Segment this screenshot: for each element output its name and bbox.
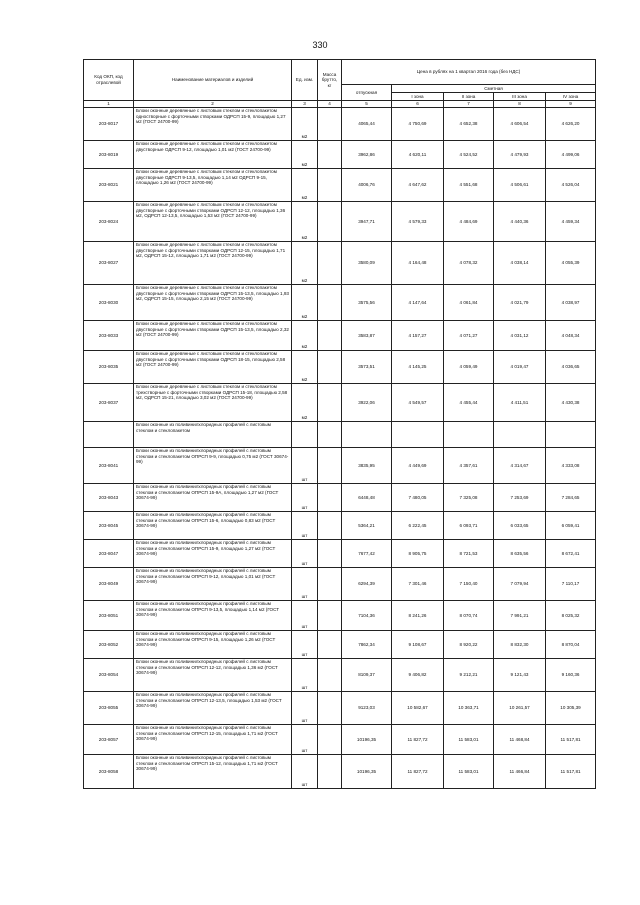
- zone-1-price: 4 549,57: [392, 384, 444, 422]
- wholesale-price: 7677,42: [342, 540, 392, 568]
- table-row: [84, 141, 596, 169]
- zone-1-price: 4 164,48: [392, 242, 444, 285]
- unit-cell: шт: [292, 601, 318, 631]
- unit-cell: [292, 422, 318, 448]
- table-row: [84, 351, 596, 384]
- table-row: [84, 540, 596, 568]
- mass-cell: [318, 568, 342, 601]
- product-code: 203-8054: [84, 659, 134, 692]
- zone-2-price: 11 583,01: [444, 725, 494, 755]
- zone-1-price: 4 145,25: [392, 351, 444, 384]
- zone-2-price: 8 721,53: [444, 540, 494, 568]
- column-number: 4: [318, 101, 342, 108]
- product-name: Блоки оконные деревянные с листовым стеклом и стеклопакетом двустворные ОДРСП 9-13,5, площадью 1,14 м2 ОДРСП 9-15, площадью 1,26 м2 (ГОСТ 24700-99): [134, 169, 292, 202]
- wholesale-price: 3922,06: [342, 384, 392, 422]
- table-row: [84, 422, 596, 448]
- zone-4-price: 4 499,06: [546, 141, 596, 169]
- wholesale-price: 7862,34: [342, 631, 392, 659]
- product-name: Блоки оконные из поливинилхлоридных профилей с листовым стеклом и стеклопакетом ОПРСП 12-12, площадью 1,36 м2 (ГОСТ 30674-99): [134, 659, 292, 692]
- product-code: 203-8024: [84, 202, 134, 242]
- wholesale-price: 9123,03: [342, 692, 392, 725]
- zone-2-price: 7 325,08: [444, 484, 494, 512]
- zone-1-price: 9 406,82: [392, 659, 444, 692]
- unit-cell: м2: [292, 169, 318, 202]
- zone-3-price: 8 832,30: [494, 631, 546, 659]
- unit-cell: шт: [292, 512, 318, 540]
- mass-cell: [318, 512, 342, 540]
- header-wholesale: отпускная: [342, 85, 392, 101]
- wholesale-price: 6294,39: [342, 568, 392, 601]
- wholesale-price: 6448,48: [342, 484, 392, 512]
- zone-1-price: 4 620,11: [392, 141, 444, 169]
- zone-4-price: 9 160,36: [546, 659, 596, 692]
- wholesale-price: 4006,76: [342, 169, 392, 202]
- column-number-row: [84, 101, 596, 108]
- unit-cell: м2: [292, 384, 318, 422]
- zone-4-price: [546, 422, 596, 448]
- zone-4-price: 11 517,81: [546, 725, 596, 755]
- mass-cell: [318, 202, 342, 242]
- header-estimated: Сметная: [392, 85, 596, 93]
- mass-cell: [318, 108, 342, 141]
- unit-cell: м2: [292, 285, 318, 321]
- column-number: 6: [392, 101, 444, 108]
- mass-cell: [318, 141, 342, 169]
- column-number: 3: [292, 101, 318, 108]
- zone-1-price: 4 449,69: [392, 448, 444, 484]
- zone-4-price: 4 038,97: [546, 285, 596, 321]
- product-name: Блоки оконные из поливинилхлоридных профилей с листовым стеклом и стеклопакетом ОПРСП 9-13,5, площадью 1,14 м2 (ГОСТ 30674-99): [134, 601, 292, 631]
- product-code: 203-8041: [84, 448, 134, 484]
- price-table: [83, 59, 596, 789]
- header-code: Код ОКП, код отраслевой: [84, 60, 134, 101]
- zone-2-price: 8 920,22: [444, 631, 494, 659]
- zone-2-price: 4 455,44: [444, 384, 494, 422]
- zone-4-price: 6 059,41: [546, 512, 596, 540]
- zone-2-price: 4 551,68: [444, 169, 494, 202]
- product-name: Блоки оконные из поливинилхлоридных профилей с листовым стеклом и стеклопакетом ОПРСП 12-13,5, площадью 1,53 м2 (ГОСТ 30674-99): [134, 692, 292, 725]
- product-name: Блоки оконные из поливинилхлоридных профилей с листовым стеклом и стеклопакетом ОПРСП 12-15, площадью 1,71 м2 (ГОСТ 30674-99): [134, 725, 292, 755]
- table-row: [84, 725, 596, 755]
- zone-2-price: 10 363,71: [444, 692, 494, 725]
- product-code: 203-8045: [84, 512, 134, 540]
- table-row: [84, 692, 596, 725]
- table-row: [84, 659, 596, 692]
- mass-cell: [318, 321, 342, 351]
- zone-4-price: 4 036,65: [546, 351, 596, 384]
- unit-cell: шт: [292, 692, 318, 725]
- zone-3-price: 4 479,93: [494, 141, 546, 169]
- mass-cell: [318, 725, 342, 755]
- zone-3-price: 4 440,36: [494, 202, 546, 242]
- zone-3-price: 10 261,57: [494, 692, 546, 725]
- zone-1-price: 4 647,62: [392, 169, 444, 202]
- unit-cell: шт: [292, 448, 318, 484]
- wholesale-price: 3835,95: [342, 448, 392, 484]
- zone-1-price: [392, 422, 444, 448]
- product-name: Блоки оконные деревянные с листовым стеклом и стеклопакетом трехстворные с форточными створками ОДРСП 15-18, площадью 2,58 м2, ОДРСП 15-21, площадью 3,02 м2 (ГОСТ 24700-99): [134, 384, 292, 422]
- product-code: 203-8051: [84, 601, 134, 631]
- zone-4-price: 8 025,32: [546, 601, 596, 631]
- zone-3-price: 4 411,51: [494, 384, 546, 422]
- unit-cell: м2: [292, 141, 318, 169]
- table-row: [84, 108, 596, 141]
- product-code: 203-8052: [84, 631, 134, 659]
- mass-cell: [318, 285, 342, 321]
- unit-cell: м2: [292, 108, 318, 141]
- product-name: Блоки оконные деревянные с листовым стеклом и стеклопакетом двустворные ОДРСП 9-12, площадью 1,01 м2 (ГОСТ 24700-99): [134, 141, 292, 169]
- zone-1-price: 4 579,33: [392, 202, 444, 242]
- mass-cell: [318, 351, 342, 384]
- zone-4-price: 8 672,41: [546, 540, 596, 568]
- zone-1-price: 7 480,05: [392, 484, 444, 512]
- zone-4-price: 4 526,04: [546, 169, 596, 202]
- zone-4-price: 4 055,39: [546, 242, 596, 285]
- zone-1-price: 11 827,72: [392, 755, 444, 789]
- product-code: [84, 422, 134, 448]
- wholesale-price: 4065,44: [342, 108, 392, 141]
- table-row: [84, 285, 596, 321]
- wholesale-price: 3583,87: [342, 321, 392, 351]
- zone-1-price: 11 827,72: [392, 725, 444, 755]
- zone-1-price: 8 241,26: [392, 601, 444, 631]
- mass-cell: [318, 631, 342, 659]
- zone-4-price: 4 333,08: [546, 448, 596, 484]
- product-code: 203-8033: [84, 321, 134, 351]
- product-name: Блоки оконные деревянные с листовым стеклом и стеклопакетом двустворные с форточными створками ОДРСП 12-12, площадью 1,36 м2, ОДРСП 12-13,5, площадью 1,53 м2 (ГОСТ 24700-99): [134, 202, 292, 242]
- zone-1-price: 4 147,64: [392, 285, 444, 321]
- column-number: 8: [494, 101, 546, 108]
- zone-4-price: 4 430,38: [546, 384, 596, 422]
- table-row: [84, 631, 596, 659]
- product-code: 203-8017: [84, 108, 134, 141]
- unit-cell: м2: [292, 242, 318, 285]
- product-name: Блоки оконные из поливинилхлоридных профилей с листовым стеклом и стеклопакетом: [134, 422, 292, 448]
- product-code: 203-8021: [84, 169, 134, 202]
- zone-3-price: 4 021,79: [494, 285, 546, 321]
- zone-3-price: 4 506,61: [494, 169, 546, 202]
- table-row: [84, 242, 596, 285]
- zone-2-price: [444, 422, 494, 448]
- product-code: 203-8037: [84, 384, 134, 422]
- zone-2-price: 4 484,69: [444, 202, 494, 242]
- zone-3-price: 7 079,94: [494, 568, 546, 601]
- wholesale-price: 3575,56: [342, 285, 392, 321]
- zone-2-price: 9 212,21: [444, 659, 494, 692]
- wholesale-price: 3573,51: [342, 351, 392, 384]
- page-number: 330: [312, 40, 328, 50]
- product-name: Блоки оконные из поливинилхлоридных профилей с листовым стеклом и стеклопакетом ОПРСП 9-15, площадью 1,26 м2 (ГОСТ 30674-99): [134, 631, 292, 659]
- header-price-group: Цена в рублях на 1 квартал 2016 года (без НДС): [342, 60, 596, 85]
- unit-cell: м2: [292, 321, 318, 351]
- product-code: 203-8030: [84, 285, 134, 321]
- wholesale-price: 3962,86: [342, 141, 392, 169]
- header-zone-1: I зона: [392, 93, 444, 101]
- wholesale-price: 7104,36: [342, 601, 392, 631]
- zone-4-price: 10 305,39: [546, 692, 596, 725]
- product-code: 203-8027: [84, 242, 134, 285]
- wholesale-price: 3580,09: [342, 242, 392, 285]
- zone-2-price: 11 583,01: [444, 755, 494, 789]
- mass-cell: [318, 601, 342, 631]
- zone-3-price: 4 314,67: [494, 448, 546, 484]
- zone-3-price: 11 468,84: [494, 725, 546, 755]
- zone-4-price: 7 284,65: [546, 484, 596, 512]
- product-name: Блоки оконные из поливинилхлоридных профилей с листовым стеклом и стеклопакетом ОПРСП 15-9А, площадью 1,27 м2 (ГОСТ 30674-99): [134, 484, 292, 512]
- zone-2-price: 7 150,40: [444, 568, 494, 601]
- zone-3-price: 8 635,56: [494, 540, 546, 568]
- zone-4-price: 4 459,34: [546, 202, 596, 242]
- product-code: 203-8055: [84, 692, 134, 725]
- zone-2-price: 4 524,52: [444, 141, 494, 169]
- column-number: 1: [84, 101, 134, 108]
- product-name: Блоки оконные деревянные с листовым стеклом и стеклопакетом одностворные с форточными створками ОДРСП 15-9, площадью 1,27 м2 (ГОСТ 24700-99): [134, 108, 292, 141]
- wholesale-price: 10196,35: [342, 725, 392, 755]
- table-row: [84, 512, 596, 540]
- product-code: 203-8019: [84, 141, 134, 169]
- table-row: [84, 568, 596, 601]
- unit-cell: шт: [292, 568, 318, 601]
- zone-2-price: 4 061,84: [444, 285, 494, 321]
- header-zone-2: II зона: [444, 93, 494, 101]
- mass-cell: [318, 169, 342, 202]
- zone-3-price: 7 253,69: [494, 484, 546, 512]
- zone-2-price: 6 093,71: [444, 512, 494, 540]
- zone-3-price: 7 991,21: [494, 601, 546, 631]
- zone-3-price: 11 466,84: [494, 755, 546, 789]
- zone-2-price: 8 070,74: [444, 601, 494, 631]
- table-row: [84, 484, 596, 512]
- wholesale-price: 8109,37: [342, 659, 392, 692]
- unit-cell: м2: [292, 351, 318, 384]
- table-row: [84, 601, 596, 631]
- zone-1-price: 8 905,75: [392, 540, 444, 568]
- wholesale-price: 10196,35: [342, 755, 392, 789]
- product-code: 203-8043: [84, 484, 134, 512]
- table-row: [84, 384, 596, 422]
- header-zone-4: IV зона: [546, 93, 596, 101]
- mass-cell: [318, 242, 342, 285]
- mass-cell: [318, 692, 342, 725]
- product-code: 203-8047: [84, 540, 134, 568]
- zone-2-price: 4 071,27: [444, 321, 494, 351]
- product-name: Блоки оконные деревянные с листовым стеклом и стеклопакетом двустворные с форточными створками ОДРСП 18-15, площадью 2,58 м2 (ГОСТ 24700-99): [134, 351, 292, 384]
- table-row: [84, 448, 596, 484]
- header-mass: Масса брутто, кг: [318, 60, 342, 101]
- product-name: Блоки оконные из поливинилхлоридных профилей с листовым стеклом и стеклопакетом ОПРСП 9-12, площадью 1,01 м2 (ГОСТ 30674-99): [134, 568, 292, 601]
- table-row: [84, 755, 596, 789]
- zone-2-price: 4 357,61: [444, 448, 494, 484]
- product-name: Блоки оконные деревянные с листовым стеклом и стеклопакетом двустворные с форточными створками ОДРСП 12-15, площадью 1,71 м2, ОДРСП 15-12, площадью 1,71 м2 (ГОСТ 24700-99): [134, 242, 292, 285]
- mass-cell: [318, 384, 342, 422]
- header-name: Наименование материалов и изделий: [134, 60, 292, 101]
- zone-1-price: 4 157,27: [392, 321, 444, 351]
- table-row: [84, 202, 596, 242]
- column-number: 5: [342, 101, 392, 108]
- mass-cell: [318, 755, 342, 789]
- zone-3-price: 4 031,12: [494, 321, 546, 351]
- product-code: 203-8058: [84, 755, 134, 789]
- mass-cell: [318, 484, 342, 512]
- unit-cell: шт: [292, 659, 318, 692]
- product-name: Блоки оконные из поливинилхлоридных профилей с листовым стеклом и стеклопакетом ОПРСП 9-9, площадью 0,75 м2 (ГОСТ 30674-99): [134, 448, 292, 484]
- table-row: [84, 321, 596, 351]
- unit-cell: шт: [292, 755, 318, 789]
- column-number: 9: [546, 101, 596, 108]
- header-unit: Ед. изм.: [292, 60, 318, 101]
- zone-4-price: 8 870,04: [546, 631, 596, 659]
- zone-2-price: 4 078,32: [444, 242, 494, 285]
- wholesale-price: [342, 422, 392, 448]
- zone-1-price: 4 750,69: [392, 108, 444, 141]
- zone-1-price: 10 582,67: [392, 692, 444, 725]
- mass-cell: [318, 659, 342, 692]
- zone-4-price: 4 048,34: [546, 321, 596, 351]
- unit-cell: шт: [292, 631, 318, 659]
- zone-4-price: 4 626,20: [546, 108, 596, 141]
- table-row: [84, 169, 596, 202]
- product-code: 203-8035: [84, 351, 134, 384]
- zone-3-price: 6 033,65: [494, 512, 546, 540]
- column-number: 2: [134, 101, 292, 108]
- zone-1-price: 9 108,67: [392, 631, 444, 659]
- unit-cell: шт: [292, 725, 318, 755]
- zone-3-price: [494, 422, 546, 448]
- product-code: 203-8049: [84, 568, 134, 601]
- wholesale-price: 3947,71: [342, 202, 392, 242]
- zone-3-price: 4 038,14: [494, 242, 546, 285]
- wholesale-price: 5364,21: [342, 512, 392, 540]
- product-name: Блоки оконные деревянные с листовым стеклом и стеклопакетом двустворные с форточными створками ОДРСП 15-13,5, площадью 1,93 м2, ОДРСП 15-15, площадью 2,15 м2 (ГОСТ 24700-99): [134, 285, 292, 321]
- product-name: Блоки оконные из поливинилхлоридных профилей с листовым стеклом и стеклопакетом ОПРСП 15-12, площадью 1,71 м2 (ГОСТ 30674-99): [134, 755, 292, 789]
- zone-1-price: 7 301,46: [392, 568, 444, 601]
- mass-cell: [318, 448, 342, 484]
- zone-2-price: 4 652,38: [444, 108, 494, 141]
- product-name: Блоки оконные из поливинилхлоридных профилей с листовым стеклом и стеклопакетом ОПРСП 15-6, площадью 0,83 м2 (ГОСТ 30674-99): [134, 512, 292, 540]
- unit-cell: шт: [292, 540, 318, 568]
- zone-3-price: 4 606,54: [494, 108, 546, 141]
- zone-1-price: 6 222,45: [392, 512, 444, 540]
- unit-cell: м2: [292, 202, 318, 242]
- zone-3-price: 4 019,47: [494, 351, 546, 384]
- zone-2-price: 4 059,49: [444, 351, 494, 384]
- column-number: 7: [444, 101, 494, 108]
- zone-4-price: 7 110,17: [546, 568, 596, 601]
- zone-3-price: 9 121,43: [494, 659, 546, 692]
- header-zone-3: III зона: [494, 93, 546, 101]
- zone-4-price: 11 517,81: [546, 755, 596, 789]
- product-name: Блоки оконные из поливинилхлоридных профилей с листовым стеклом и стеклопакетом ОПРСП 15-9, площадью 1,27 м2 (ГОСТ 30674-99): [134, 540, 292, 568]
- mass-cell: [318, 540, 342, 568]
- table-body: [84, 108, 596, 789]
- mass-cell: [318, 422, 342, 448]
- product-code: 203-8057: [84, 725, 134, 755]
- product-name: Блоки оконные деревянные с листовым стеклом и стеклопакетом двустворные с форточными створками ОДРСП 15-13,5, площадью 2,32 м2 (ГОСТ 24700-99): [134, 321, 292, 351]
- unit-cell: шт: [292, 484, 318, 512]
